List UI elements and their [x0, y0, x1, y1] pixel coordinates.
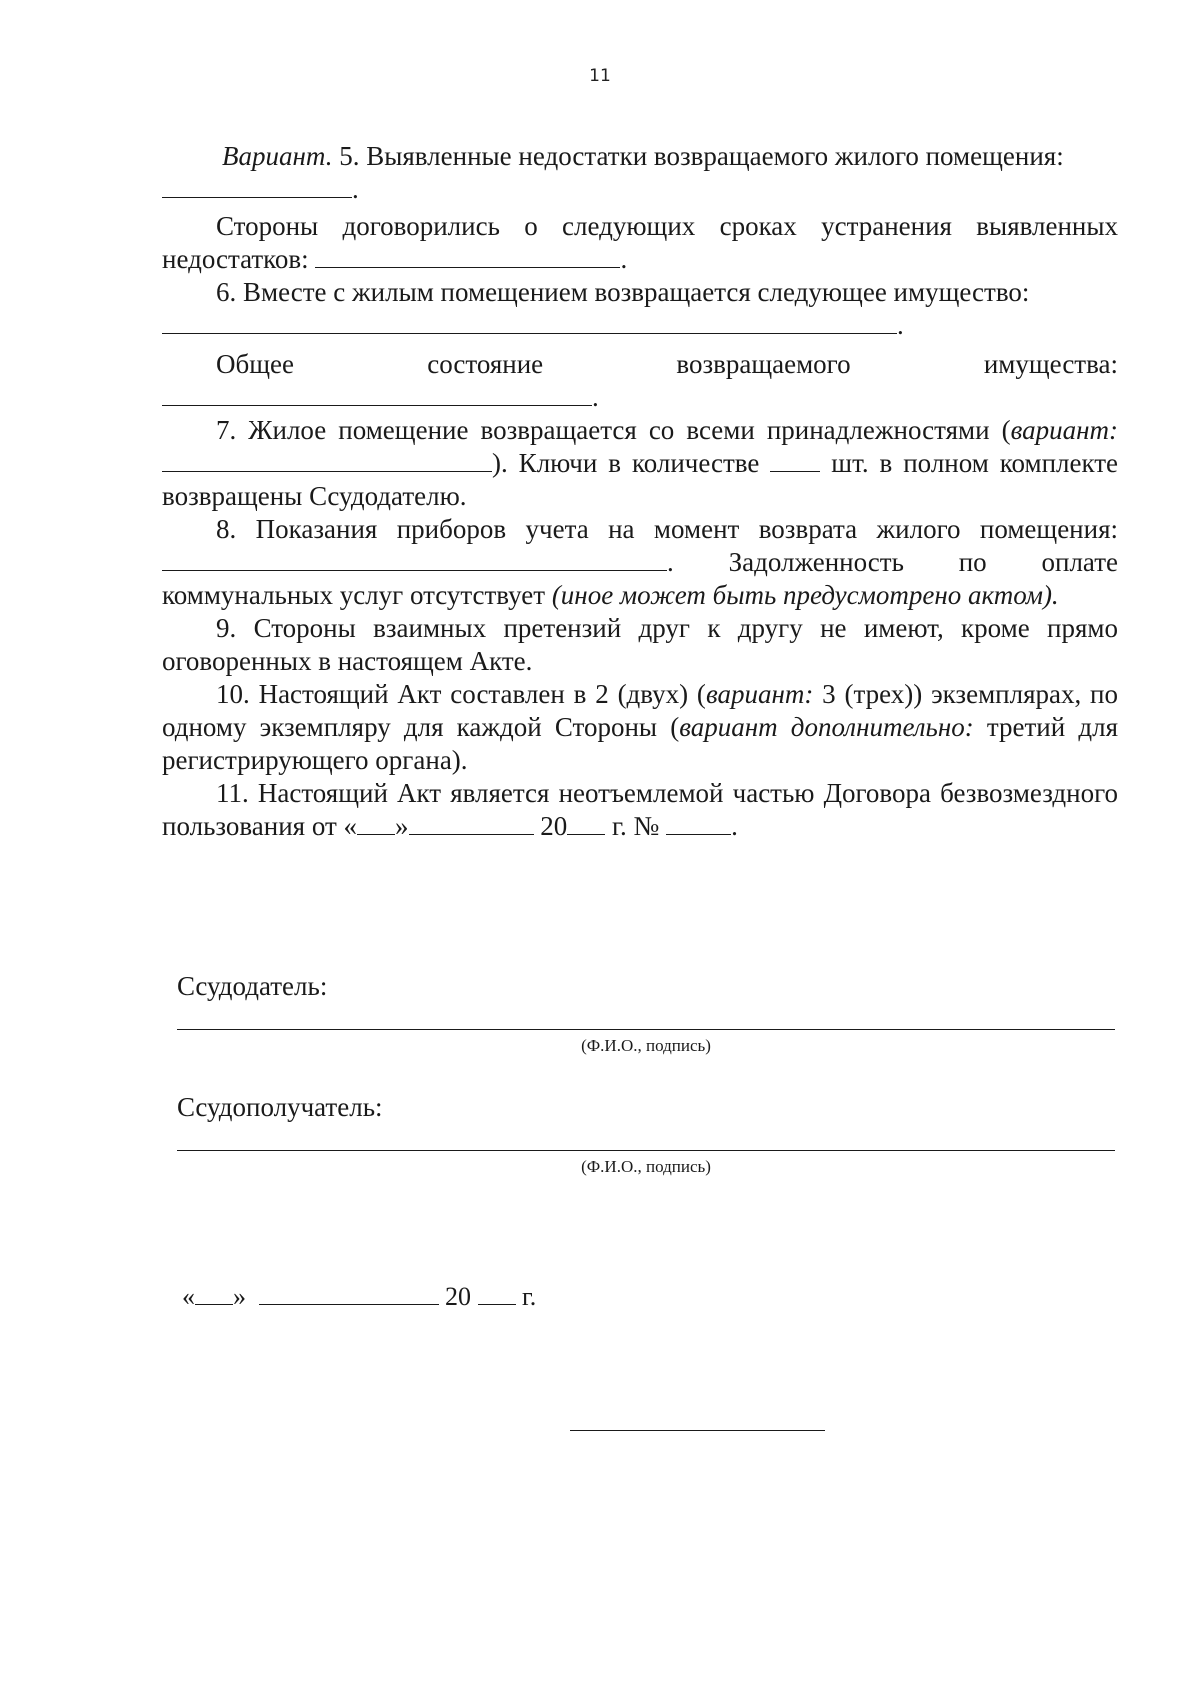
- punctuation: .: [620, 244, 628, 274]
- punctuation: »: [395, 811, 409, 841]
- year-prefix: 20: [445, 1282, 471, 1311]
- number-label: г. №: [605, 811, 660, 841]
- punctuation: .: [731, 811, 738, 841]
- variant-label: Вариант.: [222, 141, 333, 171]
- paragraph-6-text: 6. Вместе с жилым помещением возвращается следующее имущество:: [216, 277, 1030, 307]
- variant-label: вариант:: [1010, 415, 1119, 445]
- paragraph-5b-text: Стороны договорились о следующих сроках устранения выявленных недостатков:: [162, 211, 1118, 274]
- borrower-label: Ссудополучатель:: [177, 1092, 383, 1122]
- document-body: [162, 140, 1119, 843]
- borrower-signature-block: [177, 1091, 1115, 1177]
- date-month-blank[interactable]: [259, 1280, 439, 1305]
- fill-in-blank[interactable]: [315, 243, 620, 268]
- paragraph-8-text: 8. Показания приборов учета на момент возврата жилого помещения:: [216, 514, 1118, 544]
- paragraph-6b: [162, 348, 1118, 381]
- lender-label: Ссудодатель:: [177, 971, 328, 1001]
- borrower-signature-line[interactable]: [177, 1132, 1115, 1151]
- paragraph-7-text: 7. Жилое помещение возвращается со всеми принадлежностями: [216, 415, 990, 445]
- borrower-signature-caption: (Ф.И.О., подпись): [581, 1157, 711, 1176]
- word: возвращаемого: [676, 349, 851, 379]
- fill-in-blank-day[interactable]: [357, 810, 395, 835]
- paragraph-5: [168, 140, 1118, 173]
- lender-signature-block: [177, 970, 1115, 1056]
- year-suffix: г.: [522, 1282, 537, 1311]
- paragraph-5-text: 5. Выявленные недостатки возвращаемого жилого помещения:: [332, 141, 1064, 171]
- date-line: [182, 1280, 536, 1312]
- lender-signature-line[interactable]: [177, 1011, 1115, 1030]
- paragraph-7-end: в полном комплекте возвращены Ссудодателю.: [162, 448, 1119, 511]
- paragraph-6: [162, 276, 1118, 309]
- variant-label: вариант дополнительно:: [679, 712, 974, 742]
- open-quote: «: [182, 1282, 195, 1311]
- fill-in-blank[interactable]: [162, 309, 897, 334]
- paragraph-6b-blank-line: [162, 381, 1118, 414]
- closing-line: [570, 1430, 825, 1431]
- punctuation: .: [352, 174, 359, 204]
- fill-in-blank-month[interactable]: [409, 810, 534, 835]
- word: состояние: [427, 349, 544, 379]
- date-year-blank[interactable]: [478, 1280, 516, 1305]
- fill-in-blank[interactable]: [162, 546, 667, 571]
- paragraph-9: [162, 612, 1118, 678]
- page-number: 11: [589, 66, 611, 86]
- variant-label: вариант:: [705, 679, 814, 709]
- fill-in-blank[interactable]: [162, 173, 352, 198]
- paragraph-11: [162, 777, 1118, 843]
- fill-in-blank-year[interactable]: [567, 810, 605, 835]
- paragraph-11-text: 11. Настоящий Акт является неотъемлемой частью Договора безвозмездного пользования от «: [162, 778, 1118, 841]
- lender-signature-caption: (Ф.И.О., подпись): [581, 1036, 711, 1055]
- date-day-blank[interactable]: [195, 1280, 233, 1305]
- fill-in-blank-number[interactable]: [666, 810, 731, 835]
- fill-in-blank-keys-count[interactable]: [770, 447, 820, 472]
- paragraph-9-text: 9. Стороны взаимных претензий друг к другу не имеют, кроме прямо оговоренных в настоящем Акте.: [162, 613, 1118, 676]
- paragraph-8: [162, 513, 1118, 612]
- unit-text: шт.: [831, 448, 869, 478]
- paragraph-10-text: 10. Настоящий Акт составлен в 2 (двух) (: [216, 679, 706, 709]
- paragraph-8-italic: (иное может быть предусмотрено актом).: [551, 580, 1059, 610]
- word: имущества:: [983, 349, 1118, 379]
- paragraph-10-text: третий для регистрирующего органа).: [162, 712, 1118, 775]
- punctuation: (: [1001, 415, 1011, 445]
- word: Общее: [216, 349, 294, 379]
- paragraph-8-mid: . Задолженность по оплате коммунальных услуг отсутствует: [162, 547, 1118, 610]
- paragraph-5-blank-line: [162, 173, 1118, 206]
- paragraph-10-text: 3 (трех)) экземплярах, по одному экземпляру для каждой Стороны (: [162, 679, 1119, 742]
- punctuation: .: [592, 382, 599, 412]
- close-quote: »: [233, 1282, 246, 1311]
- punctuation: .: [897, 310, 904, 340]
- fill-in-blank[interactable]: [162, 381, 592, 406]
- paragraph-10: [162, 678, 1118, 777]
- paragraph-7: [162, 414, 1118, 513]
- paragraph-6-blank-line: [162, 309, 1118, 342]
- year-prefix: 20: [533, 811, 568, 841]
- paragraph-7-mid: ). Ключи в количестве: [492, 448, 760, 478]
- fill-in-blank[interactable]: [162, 447, 492, 472]
- paragraph-5b: [162, 210, 1118, 276]
